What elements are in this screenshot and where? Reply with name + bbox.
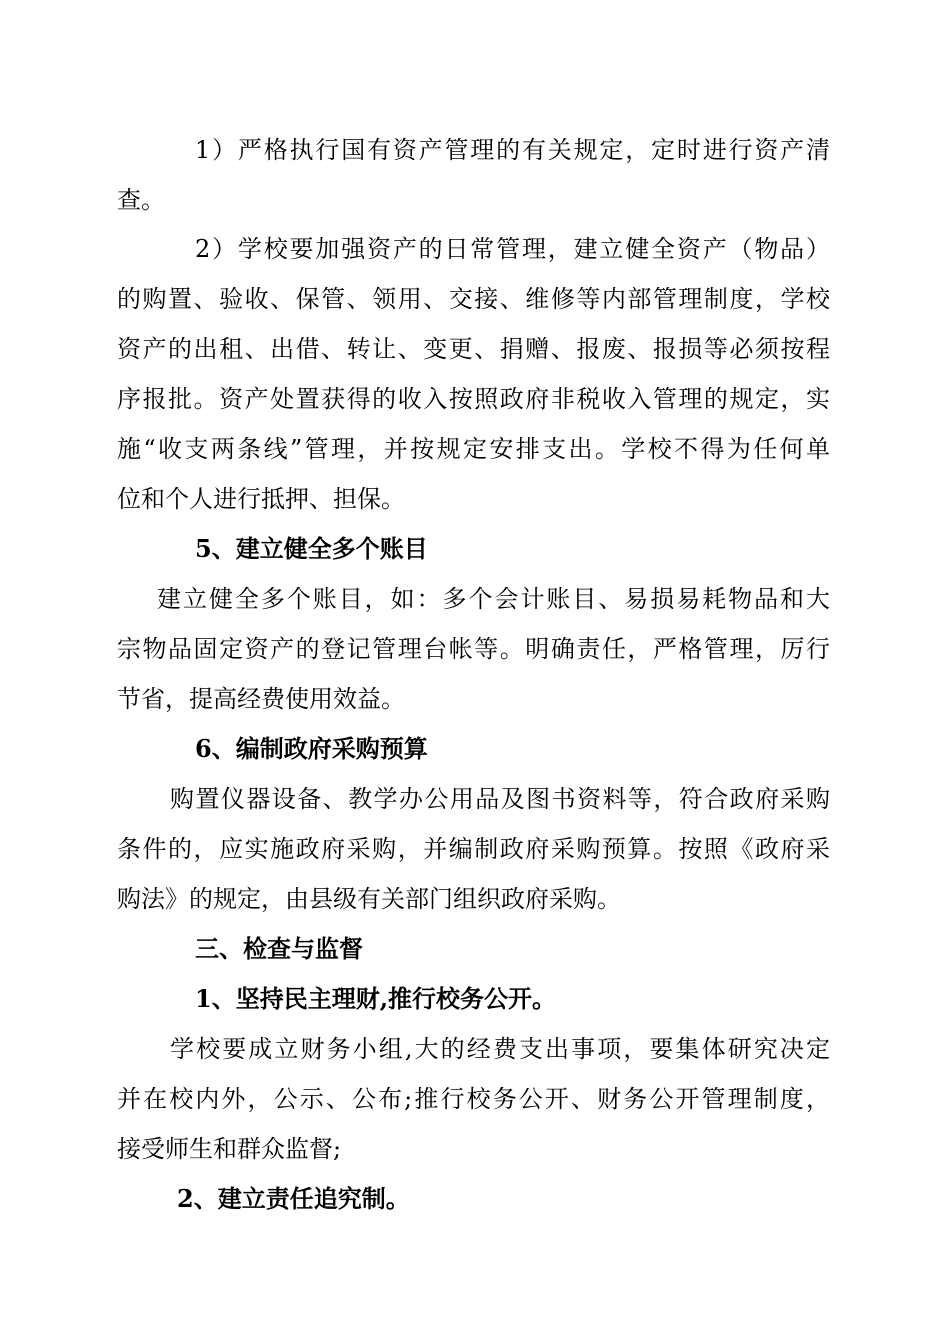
paragraph-accounts-line-2: 宗物品固定资产的登记管理台帐等。明确责任，严格管理，厉行 bbox=[117, 635, 830, 663]
paragraph-daily-management-line-2: 的购置、验收、保管、领用、交接、维修等内部管理制度，学校 bbox=[117, 285, 830, 313]
paragraph-procurement-line-3: 购法》的规定，由县级有关部门组织政府采购。 bbox=[117, 885, 621, 913]
paragraph-daily-management-line-6: 位和个人进行抵押、担保。 bbox=[117, 485, 405, 513]
paragraph-daily-management-line-1: 2）学校要加强资产的日常管理，建立健全资产（物品） bbox=[195, 235, 830, 263]
paragraph-procurement-line-2: 条件的，应实施政府采购，并编制政府采购预算。按照《政府采 bbox=[117, 835, 830, 863]
paragraph-accounts-line-1: 建立健全多个账目，如：多个会计账目、易损易耗物品和大 bbox=[157, 585, 830, 613]
paragraph-asset-check-line-2: 查。 bbox=[117, 186, 165, 214]
heading-procurement-budget: 6、编制政府采购预算 bbox=[195, 734, 428, 763]
paragraph-daily-management-line-5: 施“收支两条线”管理，并按规定安排支出。学校不得为任何单 bbox=[117, 435, 830, 463]
paragraph-accounts-line-3: 节省，提高经费使用效益。 bbox=[117, 685, 405, 713]
paragraph-daily-management-line-4: 序报批。资产处置获得的收入按照政府非税收入管理的规定，实 bbox=[117, 385, 830, 413]
paragraph-procurement-line-1: 购置仪器设备、教学办公用品及图书资料等，符合政府采购 bbox=[170, 785, 830, 813]
paragraph-finance-group-line-1: 学校要成立财务小组,大的经费支出事项，要集体研究决定 bbox=[170, 1035, 830, 1063]
paragraph-daily-management-line-3: 资产的出租、出借、转让、变更、捐赠、报废、报损等必须按程 bbox=[117, 335, 830, 363]
heading-democratic-finance: 1、坚持民主理财,推行校务公开。 bbox=[195, 984, 557, 1013]
paragraph-finance-group-line-2: 并在校内外，公示、公布;推行校务公开、财务公开管理制度， bbox=[117, 1085, 830, 1113]
heading-accountability: 2、建立责任追究制。 bbox=[177, 1184, 410, 1213]
heading-accounts: 5、建立健全多个账目 bbox=[195, 534, 428, 563]
paragraph-finance-group-line-3: 接受师生和群众监督; bbox=[117, 1135, 342, 1163]
paragraph-asset-check-line-1: 1）严格执行国有资产管理的有关规定，定时进行资产清 bbox=[195, 136, 830, 164]
heading-inspection-supervision: 三、检查与监督 bbox=[195, 934, 363, 963]
